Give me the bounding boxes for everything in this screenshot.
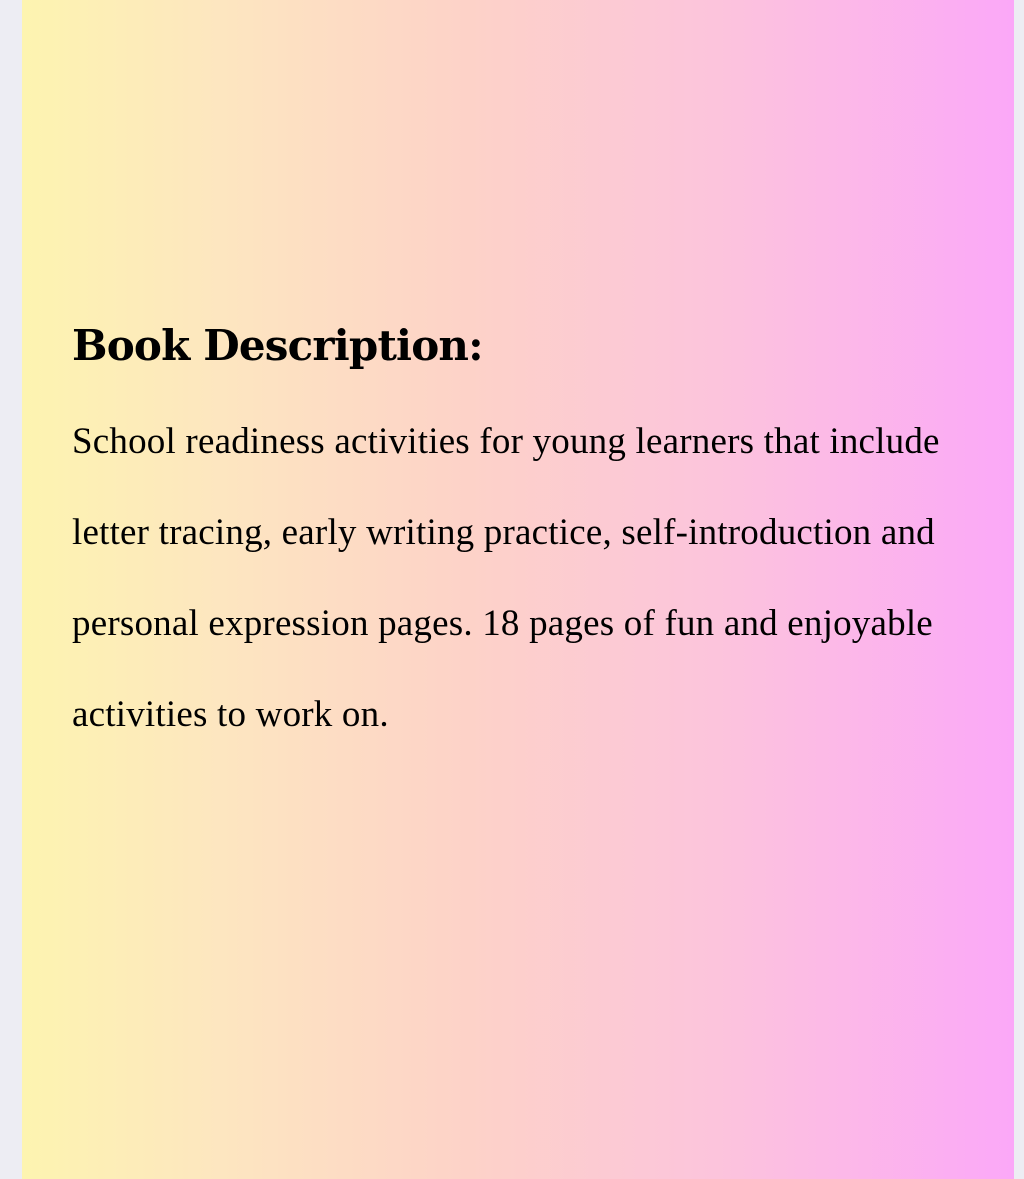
page-title: Book Description: (72, 321, 483, 370)
book-description-text: School readiness activities for young learners that include letter tracing, early writing practice, self-introduction and personal expression pages. 18 pages of fun and enjoyable activities to work on. (72, 421, 940, 735)
description-card (22, 0, 1014, 1179)
description-content (72, 318, 982, 760)
